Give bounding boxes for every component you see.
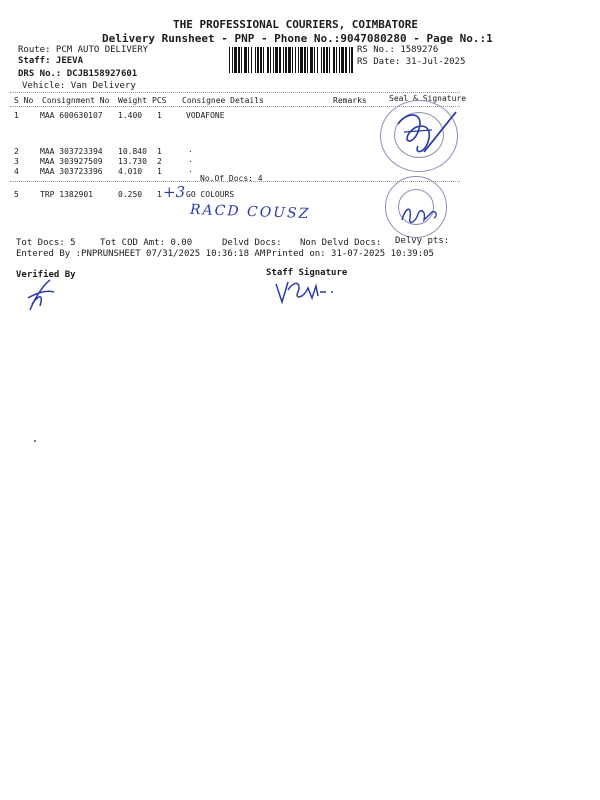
runsheet-subtitle: Delivery Runsheet - PNP - Phone No.:9047080280 - Page No.:1 [102, 32, 493, 45]
table-row-4-weight: 4.010 [118, 167, 143, 176]
rs-date: RS Date: 31-Jul-2025 [357, 57, 466, 67]
speck-mark [34, 440, 36, 442]
table-row-2-weight: 10.840 [118, 147, 147, 156]
verified-by-label: Verified By [16, 270, 76, 280]
table-row-4-consignment: MAA 303723396 [40, 167, 103, 176]
non-delivered-docs: Non Delvd Docs: [300, 238, 382, 248]
barcode [229, 47, 353, 73]
table-row-1-sno: 1 [14, 111, 19, 120]
entered-by: Entered By :PNPRUNSHEET 07/31/2025 10:36:18 AM [16, 249, 266, 259]
col-remarks: Remarks [333, 96, 367, 105]
table-row-1-consignee: VODAFONE [186, 111, 225, 120]
rs-number: RS No.: 1589276 [357, 45, 439, 55]
table-row-3-weight: 13.730 [118, 157, 147, 166]
seal-signature-1 [388, 102, 466, 172]
table-row-3-consignment: MAA 303927509 [40, 157, 103, 166]
table-row-5-pcs: 1 [157, 190, 162, 199]
delivered-docs: Delvd Docs: [222, 238, 282, 248]
table-row-3-pcs: 2 [157, 157, 162, 166]
table-row-1-pcs: 1 [157, 111, 162, 120]
table-row-4-sno: 4 [14, 167, 19, 176]
staff-label: Staff: JEEVA [18, 56, 84, 66]
total-cod-amount: Tot COD Amt: 0.00 [100, 238, 193, 248]
table-row-1-consignment: MAA 600630107 [40, 111, 103, 120]
printed-on: Printed on: 31-07-2025 10:39:05 [266, 249, 434, 259]
col-seal-signature: Seal & Signature [389, 94, 467, 103]
table-row-3-consignee: . [188, 155, 193, 164]
route-label: Route: PCM AUTO DELIVERY [18, 45, 149, 55]
handwritten-pcs-note: +3 [163, 183, 186, 201]
total-docs: Tot Docs: 5 [16, 238, 76, 248]
table-row-5-consignment: TRP 1382901 [40, 190, 93, 199]
table-row-2-pcs: 1 [157, 147, 162, 156]
table-row-4-pcs: 1 [157, 167, 162, 176]
company-title: THE PROFESSIONAL COURIERS, COIMBATORE [173, 18, 419, 31]
table-row-5-weight: 0.250 [118, 190, 143, 199]
group-rule [10, 181, 460, 182]
verified-by-signature [24, 278, 60, 312]
drs-label: DRS No.: DCJB158927601 [18, 69, 138, 79]
col-sno: S No [14, 96, 34, 105]
vehicle-label: Vehicle: Van Delivery [22, 81, 136, 91]
table-row-5-consignee: GO COLOURS [186, 190, 235, 199]
delivery-points: Delvy pts: [395, 236, 450, 246]
table-row-2-consignee: . [188, 145, 193, 154]
table-row-2-consignment: MAA 303723394 [40, 147, 103, 156]
table-row-3-sno: 3 [14, 157, 19, 166]
header-rule-top [10, 92, 460, 93]
handwritten-received-note: RACD COUSZ [189, 201, 311, 223]
col-weight: Weight [118, 96, 147, 105]
table-row-4-consignee: . [188, 165, 193, 174]
seal-signature-2 [398, 200, 444, 230]
col-consignment: Consignment No [42, 96, 110, 105]
staff-signature [272, 276, 344, 306]
table-row-5-sno: 5 [14, 190, 19, 199]
staff-signature-label: Staff Signature [266, 268, 348, 278]
col-consignee: Consignee Details [182, 96, 264, 105]
col-pcs: PCS [152, 96, 167, 105]
bleed-through-text [60, 0, 66, 10]
no-of-docs: No.Of Docs: 4 [200, 174, 263, 183]
table-row-1-weight: 1.400 [118, 111, 143, 120]
table-row-2-sno: 2 [14, 147, 19, 156]
